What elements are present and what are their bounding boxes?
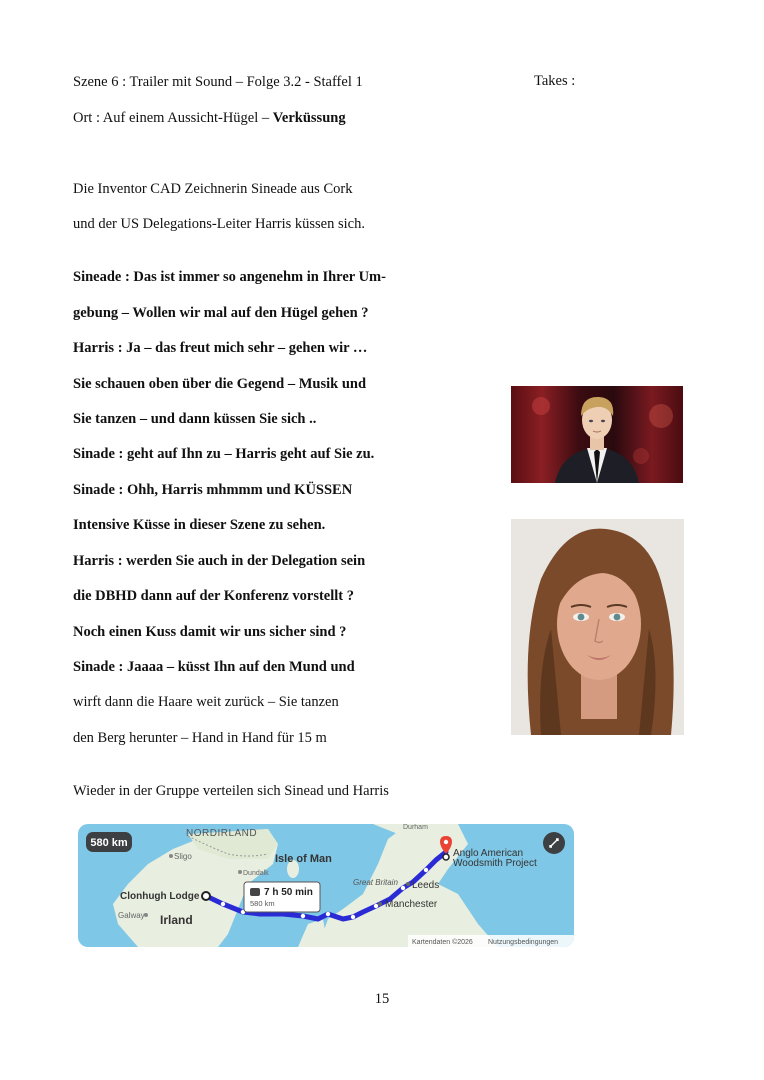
label-great-britain: Great Britain (353, 878, 398, 887)
distance-badge (86, 832, 132, 852)
label-destination-2: Woodsmith Project (453, 858, 537, 869)
route-map[interactable] (78, 824, 574, 947)
dialogue-line: gebung – Wollen wir mal auf den Hügel gehen ? (73, 305, 369, 321)
dialogue-line: Sinade : Ohh, Harris mhmmm und KÜSSEN (73, 482, 353, 498)
photo-woman-portrait (511, 519, 684, 735)
map-footer-data: Kartendaten ©2026 (412, 939, 473, 946)
dialogue-line: den Berg herunter – Hand in Hand für 15 m (73, 730, 327, 746)
location-prefix: Ort : Auf einem Aussicht-Hügel – (73, 110, 273, 126)
dialogue-line: Intensive Küsse in dieser Szene zu sehen. (73, 517, 326, 533)
dialogue-line: die DBHD dann auf der Konferenz vorstellt ? (73, 588, 355, 604)
page-number: 15 (374, 991, 390, 1007)
dialogue-line: Harris : werden Sie auch in der Delegation sein (73, 553, 366, 569)
dialogue-line: Sinade : Jaaaa – küsst Ihn auf den Mund und (73, 659, 355, 675)
outro-line: Wieder in der Gruppe verteilen sich Sinead und Harris (73, 783, 389, 799)
label-dundalk: Dundalk (243, 870, 269, 877)
distance-badge-text: 580 km (90, 837, 128, 849)
scene-title: Szene 6 : Trailer mit Sound – Folge 3.2 - Staffel 1 (73, 74, 363, 90)
dialogue-line: wirft dann die Haare weit zurück – Sie tanzen (73, 694, 339, 710)
location-line (73, 109, 346, 127)
label-leeds: Leeds (412, 880, 440, 891)
label-nordirland: NORDIRLAND (186, 828, 258, 839)
man-portrait-illustration (511, 386, 683, 483)
route-info-box[interactable] (244, 882, 320, 912)
photo-man-portrait (511, 386, 683, 483)
route-map-graphic (78, 824, 574, 947)
label-isle-of-man: Isle of Man (275, 853, 332, 865)
label-sligo: Sligo (174, 852, 192, 861)
start-marker[interactable] (202, 892, 210, 900)
dialogue-line: Sie schauen oben über die Gegend – Musik und (73, 376, 367, 392)
route-time: 7 h 50 min (264, 887, 313, 898)
takes-label: Takes : (534, 73, 576, 89)
intro-line-2: und der US Delegations-Leiter Harris küssen sich. (73, 216, 365, 232)
woman-portrait-illustration (511, 519, 684, 735)
label-galway: Galway (118, 911, 145, 920)
map-footer-terms[interactable]: Nutzungsbedingungen (488, 939, 559, 946)
dialogue-line: Noch einen Kuss damit wir uns sicher sind ? (73, 624, 347, 640)
label-manchester: Manchester (385, 899, 438, 910)
route-distance: 580 km (250, 899, 275, 908)
car-icon (250, 888, 260, 896)
dialogue-line: Sinade : geht auf Ihn zu – Harris geht auf Sie zu. (73, 446, 375, 462)
label-irland: Irland (160, 913, 193, 927)
fullscreen-button[interactable] (543, 832, 565, 854)
label-destination-1: Anglo American (453, 848, 524, 859)
label-durham: Durham (403, 824, 428, 831)
dialogue-line: Sie tanzen – und dann küssen Sie sich .. (73, 411, 317, 427)
location-bold: Verküssung (272, 110, 346, 126)
label-start: Clonhugh Lodge (120, 891, 200, 902)
dialogue-line: Sineade : Das ist immer so angenehm in Ihrer Um- (73, 269, 386, 285)
dialogue-line: Harris : Ja – das freut mich sehr – gehen wir … (73, 340, 368, 356)
intro-line-1: Die Inventor CAD Zeichnerin Sineade aus Cork (73, 181, 353, 197)
